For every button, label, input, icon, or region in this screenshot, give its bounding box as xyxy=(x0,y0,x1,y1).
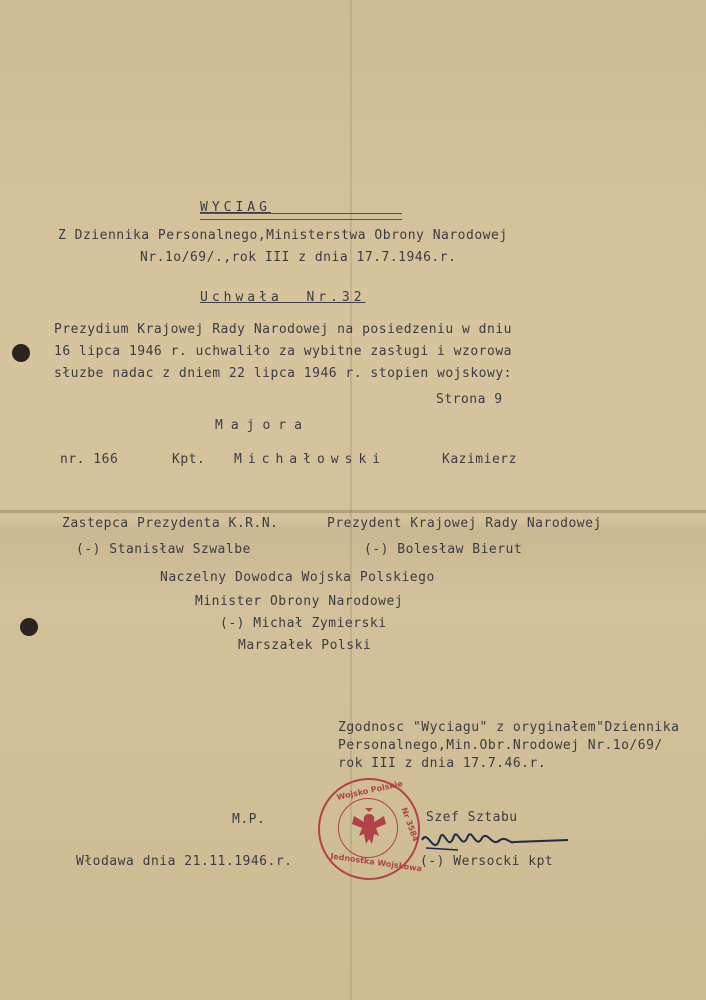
place-and-date: Włodawa dnia 21.11.1946.r. xyxy=(76,854,293,869)
president-title: Prezydent Krajowej Rady Narodowej xyxy=(327,516,602,531)
entry-name: Kazimierz xyxy=(442,452,517,467)
handwritten-signature xyxy=(418,818,578,868)
deputy-title: Zastepca Prezydenta K.R.N. xyxy=(62,516,279,531)
number-line: Nr.1o/69/.,rok III z dnia 17.7.1946.r. xyxy=(140,250,457,265)
minister-title: Minister Obrony Narodowej xyxy=(195,594,404,609)
document-title: WYCIAG xyxy=(200,200,271,215)
body-line-3: słuzbe nadac z dniem 22 lipca 1946 r. stopien wojskowy: xyxy=(54,366,512,381)
body-line-2: 16 lipca 1946 r. uchwaliło za wybitne zasługi i wzorowa xyxy=(54,344,512,359)
punch-hole-top xyxy=(12,344,30,362)
official-stamp xyxy=(318,778,423,880)
president-name: (-) Bolesław Bierut xyxy=(364,542,523,557)
stamp-top-text: Wojsko Polskie xyxy=(335,779,404,802)
entry-number: nr. 166 xyxy=(60,452,119,467)
entry-rank: Kpt. xyxy=(172,452,206,467)
commander-name: (-) Michał Zymierski xyxy=(220,616,387,631)
body-line-1: Prezydium Krajowej Rady Narodowej na posiedzeniu w dniu xyxy=(54,322,512,337)
chief-of-staff-name: (-) Wersocki kpt xyxy=(420,854,554,869)
stamp-right-text: Nr 3584 xyxy=(399,806,421,843)
certification-line-3: rok III z dnia 17.7.46.r. xyxy=(338,756,547,771)
mp-label: M.P. xyxy=(232,812,266,827)
horizontal-fold xyxy=(0,510,706,513)
deputy-name: (-) Stanisław Szwalbe xyxy=(76,542,251,557)
commander-rank: Marszałek Polski xyxy=(238,638,372,653)
entry-surname: Michałowski xyxy=(234,452,387,467)
certification-line-1: Zgodnosc "Wyciagu" z oryginałem"Dziennika xyxy=(338,720,680,735)
journal-line: Z Dziennika Personalnego,Ministerstwa Obrony Narodowej xyxy=(58,228,508,243)
resolution-heading: Uchwała Nr.32 xyxy=(200,290,366,305)
certification-line-2: Personalnego,Min.Obr.Nrodowej Nr.1o/69/ xyxy=(338,738,663,753)
stamp-bottom-text: Jednostka Wojskowa xyxy=(329,851,423,874)
title-double-rule xyxy=(200,213,402,220)
page-reference: Strona 9 xyxy=(436,392,503,407)
chief-of-staff-title: Szef Sztabu xyxy=(426,810,518,825)
punch-hole-bottom xyxy=(20,618,38,636)
rank-heading: Majora xyxy=(215,418,310,433)
eagle-icon xyxy=(350,806,388,850)
commander-title: Naczelny Dowodca Wojska Polskiego xyxy=(160,570,435,585)
